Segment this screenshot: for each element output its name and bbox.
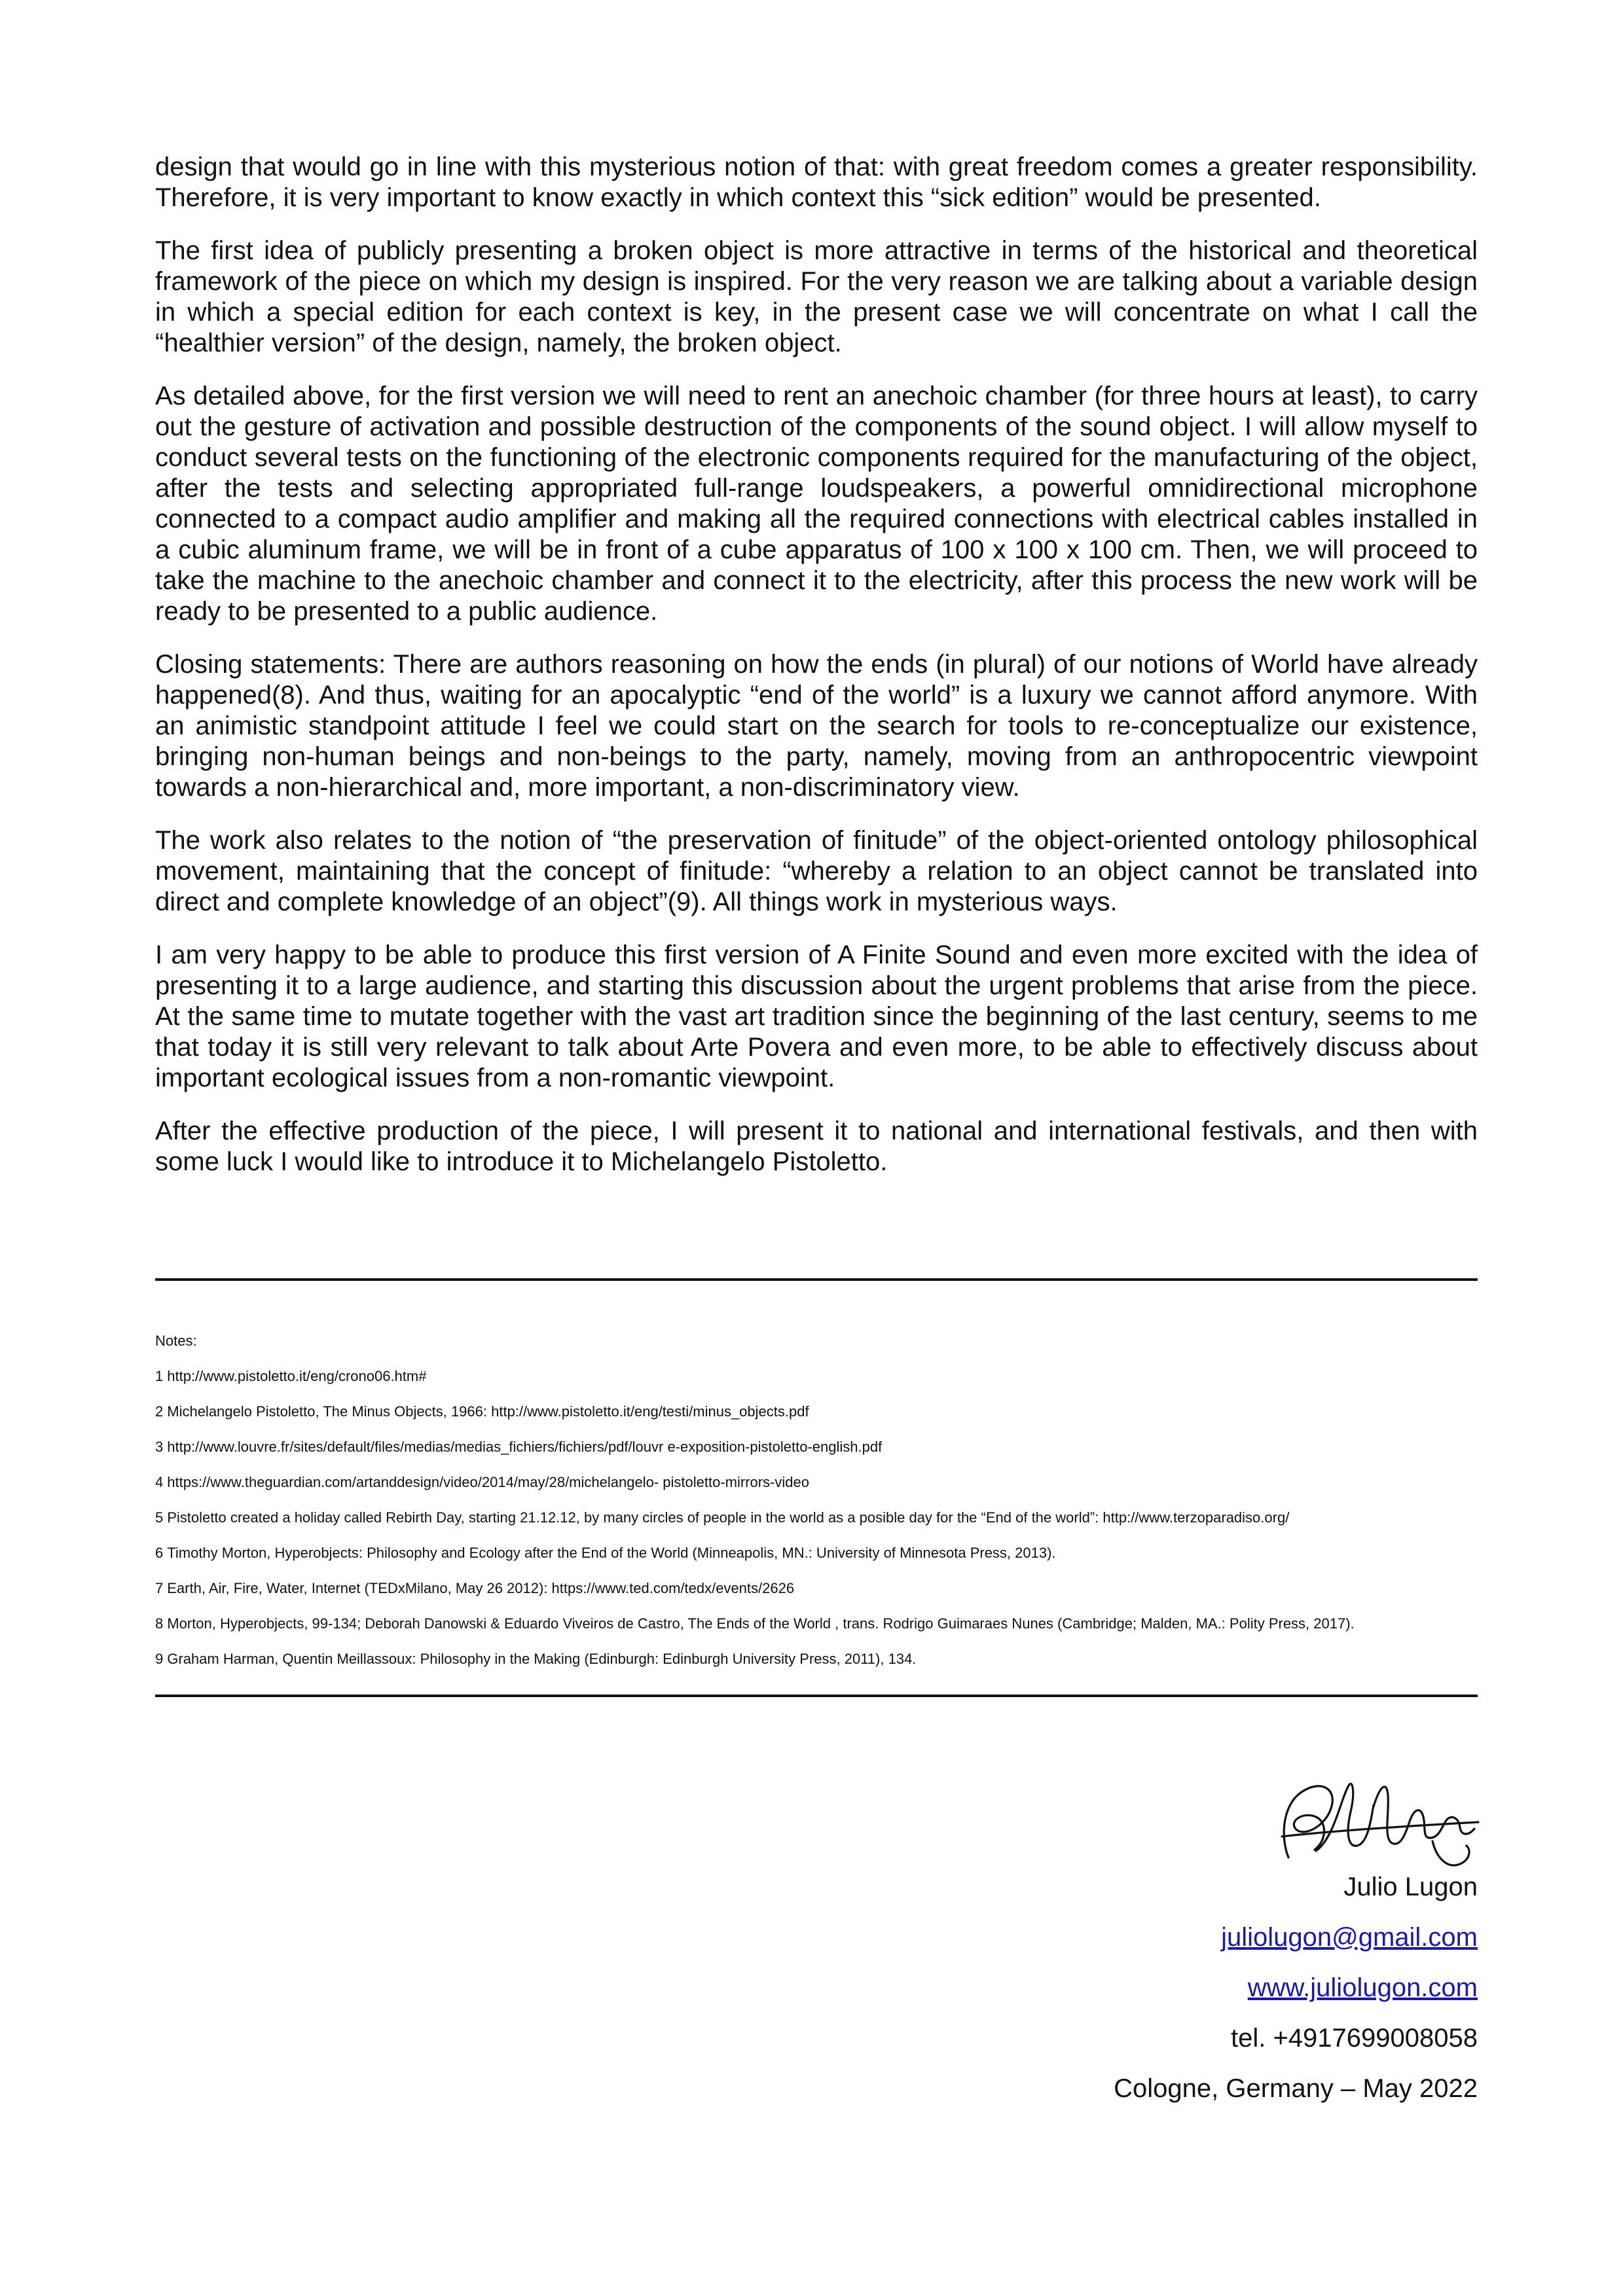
note-number: 6	[155, 1545, 164, 1561]
note-number: 9	[155, 1651, 164, 1667]
paragraph: As detailed above, for the first version we will need to rent an anechoic chamber (for three hours at least), to carry out the gesture of activation and possible destruction of the components of the sound object. I will allow myself to conduct several tests on the functioning of the electronic components required for the manufacturing of the object, after the tests and selecting appropriated full-range loudspeakers, a powerful omnidirectional microphone connected to a compact audio amplifier and making all the required connections with electrical cables installed in a cubic aluminum frame, we will be in front of a cube apparatus of 100 x 100 x 100 cm. Then, we will proceed to take the machine to the anechoic chamber and connect it to the electricity, after this process the new work will be ready to be presented to a public audience.	[155, 382, 1478, 626]
note-number: 3	[155, 1439, 164, 1455]
note-item	[155, 1615, 1478, 1632]
notes-divider-top	[155, 1278, 1478, 1281]
note-number: 4	[155, 1474, 164, 1490]
note-item	[155, 1509, 1478, 1526]
notes-divider-bottom	[155, 1695, 1478, 1697]
note-text: https://www.theguardian.com/artanddesign/video/2014/may/28/michelangelo- pistoletto-mirrors-video	[167, 1474, 809, 1490]
note-text: Graham Harman, Quentin Meillassoux: Philosophy in the Making (Edinburgh: Edinburgh University Press, 2011), 134.	[167, 1651, 917, 1667]
body-text	[155, 152, 1478, 1200]
note-item	[155, 1651, 1478, 1668]
note-text: http://www.louvre.fr/sites/default/files/medias/medias_fichiers/fichiers/pdf/louvr e-exposition-pistoletto-english.pdf	[167, 1439, 883, 1455]
note-item	[155, 1403, 1478, 1420]
note-item	[155, 1474, 1478, 1491]
paragraph: The first idea of publicly presenting a broken object is more attractive in terms of the historical and theoretical framework of the piece on which my design is inspired. For the very reason we are talking about a variable design in which a special edition for each context is key, in the present case we will concentrate on what I call the “healthier version” of the design, namely, the broken object.	[155, 236, 1478, 357]
note-text: Earth, Air, Fire, Water, Internet (TEDxMilano, May 26 2012): https://www.ted.com/tedx/events/2626	[167, 1580, 795, 1596]
note-item	[155, 1368, 1478, 1385]
paragraph: The work also relates to the notion of “the preservation of finitude” of the object-oriented ontology philosophical movement, maintaining that the concept of finitude: “whereby a relation to an object cannot be translated into direct and complete knowledge of an object”(9). All things work in mysterious ways.	[155, 826, 1478, 916]
email-link-row	[954, 1922, 1478, 1953]
phone-number: tel. +4917699008058	[1230, 2024, 1478, 2053]
note-item	[155, 1439, 1478, 1456]
note-text: Morton, Hyperobjects, 99-134; Deborah Danowski & Eduardo Viveiros de Castro, The Ends of the World , trans. Rodrigo Guimaraes Nunes (Cambridge; Malden, MA.: Polity Press, 2017).	[167, 1615, 1355, 1632]
paragraph: After the effective production of the piece, I will present it to national and international festivals, and then with some luck I would like to introduce it to Michelangelo Pistoletto.	[155, 1117, 1478, 1176]
note-item	[155, 1580, 1478, 1597]
note-text: Michelangelo Pistoletto, The Minus Objects, 1966: http://www.pistoletto.it/eng/testi/minus_objects.pdf	[167, 1403, 809, 1420]
note-number: 1	[155, 1368, 164, 1384]
notes-section	[155, 1333, 1478, 1686]
note-text: Pistoletto created a holiday called Rebirth Day, starting 21.12.12, by many circles of people in the world as a posible day for the “End of the world”: http://www.terzoparadiso.org/	[167, 1509, 1290, 1526]
paragraph: I am very happy to be able to produce this first version of A Finite Sound and even more excited with the idea of presenting it to a large audience, and starting this discussion about the urgent problems that arise from the piece. At the same time to mutate together with the vast art tradition since the beginning of the last century, seems to me that today it is still very relevant to talk about Arte Povera and even more, to be able to effectively discuss about important ecological issues from a non-romantic viewpoint.	[155, 941, 1478, 1092]
paragraph: Closing statements: There are authors reasoning on how the ends (in plural) of our notions of World have already happened(8). And thus, waiting for an apocalyptic “end of the world” is a luxury we cannot afford anymore. With an animistic standpoint attitude I feel we could start on the search for tools to re-conceptualize our existence, bringing non-human beings and non-beings to the party, namely, moving from an anthropocentric viewpoint towards a non-hierarchical and, more important, a non-discriminatory view.	[155, 650, 1478, 802]
note-number: 7	[155, 1580, 164, 1596]
note-item	[155, 1545, 1478, 1562]
note-number: 5	[155, 1509, 164, 1526]
website-link-row	[954, 1973, 1478, 2003]
signature-block	[954, 1872, 1478, 2124]
note-text: Timothy Morton, Hyperobjects: Philosophy and Ecology after the End of the World (Minneapolis, MN.: University of Minnesota Press, 2013).	[167, 1545, 1056, 1561]
notes-heading: Notes:	[155, 1333, 197, 1349]
note-number: 2	[155, 1403, 164, 1420]
website-link[interactable]: www.juliolugon.com	[1247, 1973, 1478, 2002]
paragraph: design that would go in line with this mysterious notion of that: with great freedom comes a greater responsibility. Therefore, it is very important to know exactly in which context this “sick edition” would be presented.	[155, 152, 1478, 212]
author-name: Julio Lugon	[1343, 1873, 1478, 1901]
note-number: 8	[155, 1615, 164, 1632]
place-date: Cologne, Germany – May 2022	[1114, 2074, 1478, 2103]
handwritten-signature	[1275, 1759, 1482, 1880]
note-text: http://www.pistoletto.it/eng/crono06.htm#	[167, 1368, 427, 1384]
email-link[interactable]: juliolugon@gmail.com	[1221, 1923, 1478, 1952]
